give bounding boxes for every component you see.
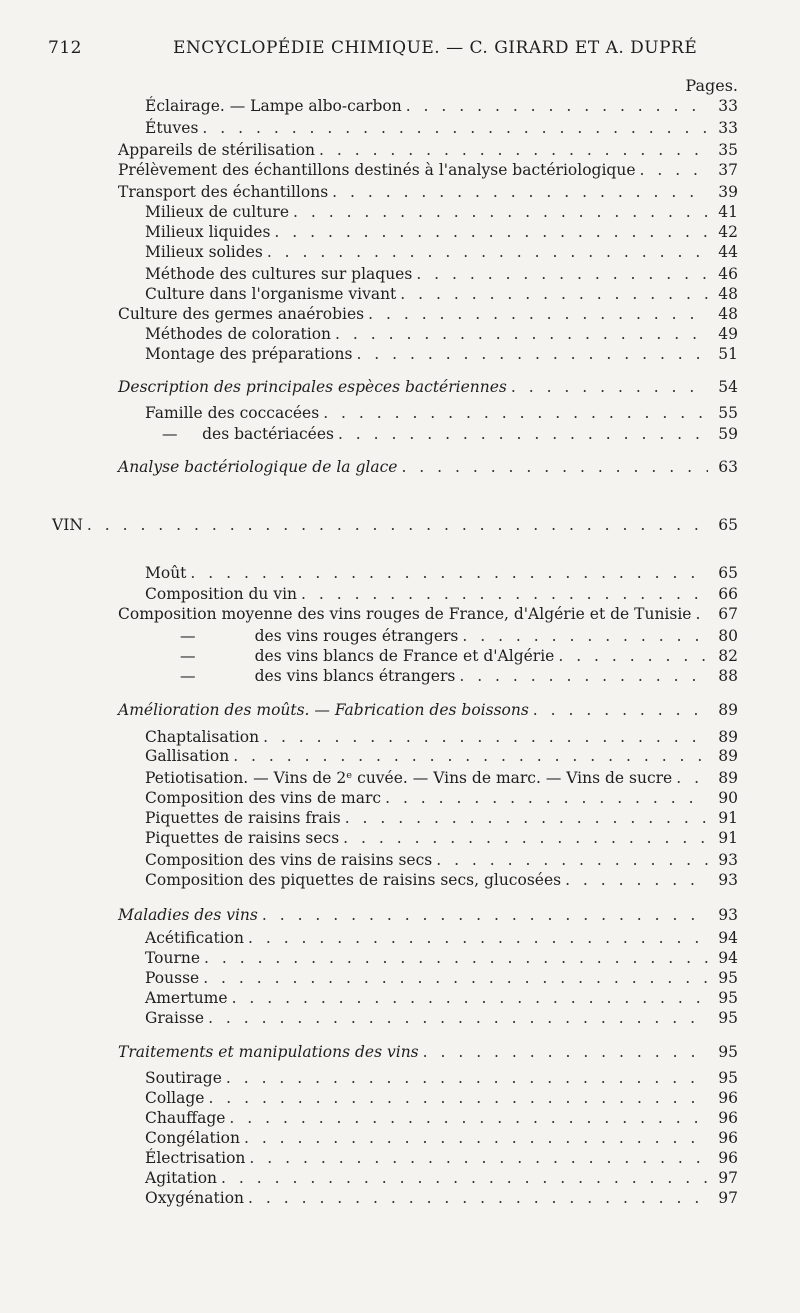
toc-entry-label: Composition moyenne des vins rouges de France, d'Algérie et de Tunisie [118, 605, 692, 623]
dot-leader [323, 403, 708, 423]
toc-entry-label: Composition des vins de raisins secs [145, 851, 433, 869]
toc-entry-label: Milieux liquides [145, 223, 271, 241]
toc-entry-label: Congélation [145, 1129, 240, 1147]
toc-entry [52, 515, 738, 535]
dot-leader [226, 1068, 708, 1088]
dot-leader [319, 140, 708, 160]
toc-entry [145, 344, 738, 364]
toc-entry-label: Étuves [145, 119, 199, 137]
toc-entry-page: 93 [718, 851, 738, 869]
toc-entry-label: Prélèvement des échantillons destinés à l'analyse bactériologique [118, 161, 636, 179]
toc-entry [180, 666, 738, 686]
toc-entry [118, 700, 738, 720]
toc-entry-page: 90 [718, 789, 738, 807]
toc-entry-page: 42 [718, 223, 738, 241]
dot-leader [416, 264, 708, 284]
toc-entry [118, 1042, 738, 1062]
toc-entry-page: 63 [718, 458, 738, 476]
toc-entry-label: Amertume [145, 989, 228, 1007]
toc-entry-page: 44 [718, 243, 738, 261]
dot-leader [338, 424, 708, 444]
toc-entry [145, 746, 738, 766]
dot-leader [640, 160, 709, 180]
dot-leader [274, 222, 708, 242]
toc-entry [118, 140, 738, 160]
dot-leader [229, 1108, 708, 1128]
dot-leader [293, 202, 708, 222]
toc-entry-page: 95 [718, 1009, 738, 1027]
dot-leader [208, 1008, 708, 1028]
toc-entry [145, 284, 738, 304]
toc-entry [118, 604, 738, 624]
toc-entry-page: 96 [718, 1149, 738, 1167]
dot-leader [511, 377, 708, 397]
toc-entry [145, 1008, 738, 1028]
dot-leader [345, 808, 708, 828]
toc-entry [145, 324, 738, 344]
dot-leader [459, 666, 708, 686]
toc-entry-label: — des vins rouges étrangers [180, 627, 459, 645]
dot-leader [335, 324, 708, 344]
toc-entry-label: Électrisation [145, 1149, 246, 1167]
toc-entry-page: 54 [718, 378, 738, 396]
dot-leader [400, 284, 708, 304]
toc-entry-page: 41 [718, 203, 738, 221]
toc-entry [145, 988, 738, 1008]
toc-entry-page: 67 [718, 605, 738, 623]
toc-entry-label: Collage [145, 1089, 205, 1107]
toc-entry-page: 88 [718, 667, 738, 685]
dot-leader [203, 968, 708, 988]
dot-leader [462, 626, 708, 646]
toc-entry-page: 97 [718, 1189, 738, 1207]
toc-entry [145, 202, 738, 222]
toc-entry-page: 65 [718, 516, 738, 534]
dot-leader [267, 242, 708, 262]
dot-leader [221, 1168, 708, 1188]
dot-leader [204, 948, 708, 968]
toc-entry [145, 96, 738, 116]
toc-entry [145, 264, 738, 284]
toc-entry-label: Composition des vins de marc [145, 789, 382, 807]
toc-entry-page: 39 [718, 183, 738, 201]
toc-entry-page: 97 [718, 1169, 738, 1187]
toc-entry-page: 48 [718, 305, 738, 323]
toc-entry-page: 93 [718, 906, 738, 924]
toc-entry-page: 59 [718, 425, 738, 443]
dot-leader [406, 96, 708, 116]
dot-leader [436, 850, 708, 870]
toc-entry-label: Éclairage. — Lampe albo-carbon [145, 97, 402, 115]
toc-entry-label: Pousse [145, 969, 200, 987]
dot-leader [565, 870, 708, 890]
toc-entry-label: Petiotisation. — Vins de 2ᵉ cuvée. — Vins de marc. — Vins de sucre [145, 769, 673, 787]
toc-entry [118, 304, 738, 324]
toc-entry-page: 95 [718, 1043, 738, 1061]
toc-entry-label: Chauffage [145, 1109, 226, 1127]
toc-entry [145, 768, 738, 788]
toc-entry [145, 242, 738, 262]
toc-entry [145, 1148, 738, 1168]
toc-entry-label: Analyse bactériologique de la glace [118, 458, 398, 476]
toc-entry-page: 49 [718, 325, 738, 343]
toc-entry-label: Méthodes de coloration [145, 325, 332, 343]
toc-entry-page: 80 [718, 627, 738, 645]
toc-entry-label: Culture dans l'organisme vivant [145, 285, 397, 303]
toc-entry-page: 89 [718, 728, 738, 746]
toc-entry [145, 1068, 738, 1088]
toc-entry-page: 33 [718, 119, 738, 137]
toc-entry-label: Composition du vin [145, 585, 298, 603]
toc-entry-label: Description des principales espèces bactériennes [118, 378, 507, 396]
dot-leader [676, 768, 708, 788]
toc-entry-label: Acétification [145, 929, 244, 947]
dot-leader [202, 118, 708, 138]
toc-entry-page: 66 [718, 585, 738, 603]
toc-entry-label: Tourne [145, 949, 201, 967]
dot-leader [356, 344, 708, 364]
toc-entry [145, 788, 738, 808]
toc-entry [145, 928, 738, 948]
dot-leader [248, 928, 708, 948]
toc-entry-page: 51 [718, 345, 738, 363]
toc-entry-page: 91 [718, 809, 738, 827]
toc-entry-page: 89 [718, 769, 738, 787]
toc-entry-label: Piquettes de raisins secs [145, 829, 340, 847]
toc-entry-page: 35 [718, 141, 738, 159]
dot-leader [233, 746, 708, 766]
toc-entry [145, 563, 738, 583]
toc-entry-label: Culture des germes anaérobies [118, 305, 365, 323]
toc-entry [145, 727, 738, 747]
toc-entry-label: Méthode des cultures sur plaques [145, 265, 413, 283]
dot-leader [533, 700, 708, 720]
toc-entry-label: Milieux solides [145, 243, 263, 261]
toc-entry [118, 160, 738, 180]
dot-leader [385, 788, 708, 808]
dot-leader [232, 988, 708, 1008]
running-title: ENCYCLOPÉDIE CHIMIQUE. — C. GIRARD ET A. DUPRÉ [173, 38, 698, 58]
toc-entry-label: Amélioration des moûts. — Fabrication des boissons [118, 701, 529, 719]
toc-entry-label: Maladies des vins [118, 906, 258, 924]
toc-entry [180, 626, 738, 646]
toc-entry-page: 65 [718, 564, 738, 582]
toc-entry-page: 96 [718, 1089, 738, 1107]
toc-entry-label: VIN [52, 516, 83, 534]
toc-entry [145, 1128, 738, 1148]
toc-entry [145, 1168, 738, 1188]
toc-entry-label: Agitation [145, 1169, 218, 1187]
dot-leader [248, 1188, 708, 1208]
page-number: 712 [48, 38, 82, 58]
toc-entry-page: 95 [718, 989, 738, 1007]
dot-leader [87, 515, 708, 535]
toc-entry-page: 95 [718, 1069, 738, 1087]
dot-leader [244, 1128, 708, 1148]
dot-leader [332, 182, 708, 202]
dot-leader [401, 457, 708, 477]
toc-entry-label: Chaptalisation [145, 728, 260, 746]
toc-entry-page: 55 [718, 404, 738, 422]
toc-entry [145, 828, 738, 848]
dot-leader [368, 304, 708, 324]
toc-entry [162, 424, 738, 444]
toc-entry [180, 646, 738, 666]
dot-leader [208, 1088, 708, 1108]
toc-entry-page: 48 [718, 285, 738, 303]
toc-entry [145, 222, 738, 242]
toc-entry-page: 96 [718, 1109, 738, 1127]
toc-entry [145, 1108, 738, 1128]
toc-entry-page: 33 [718, 97, 738, 115]
toc-entry-label: — des bactériacées [162, 425, 334, 443]
toc-entry-page: 93 [718, 871, 738, 889]
toc-entry-label: Composition des piquettes de raisins secs, glucosées [145, 871, 562, 889]
dot-leader [190, 563, 708, 583]
toc-entry [118, 457, 738, 477]
toc-entry [145, 948, 738, 968]
dot-leader [263, 727, 708, 747]
dot-leader [343, 828, 708, 848]
toc-entry [145, 870, 738, 890]
toc-entry-label: Transport des échantillons [118, 183, 329, 201]
toc-entry-page: 96 [718, 1129, 738, 1147]
toc-entry [145, 584, 738, 604]
toc-entry-page: 94 [718, 949, 738, 967]
toc-entry [145, 968, 738, 988]
dot-leader [262, 905, 708, 925]
toc-entry-page: 89 [718, 747, 738, 765]
toc-entry-label: Milieux de culture [145, 203, 290, 221]
toc-entry [145, 850, 738, 870]
toc-entry [145, 1188, 738, 1208]
dot-leader [423, 1042, 708, 1062]
toc-entry-label: Soutirage [145, 1069, 222, 1087]
toc-entry-label: Famille des coccacées [145, 404, 320, 422]
toc-entry [118, 905, 738, 925]
toc-entry-page: 95 [718, 969, 738, 987]
toc-entry-page: 82 [718, 647, 738, 665]
toc-entry-label: Graisse [145, 1009, 205, 1027]
toc-entry [145, 403, 738, 423]
toc-entry [118, 377, 738, 397]
toc-entry-label: Oxygénation [145, 1189, 245, 1207]
toc-entry-label: — des vins blancs étrangers [180, 667, 456, 685]
toc-entry [145, 1088, 738, 1108]
toc-entry-label: Montage des préparations [145, 345, 353, 363]
toc-entry-page: 37 [718, 161, 738, 179]
dot-leader [249, 1148, 708, 1168]
toc-entry [145, 118, 738, 138]
dot-leader [301, 584, 708, 604]
toc-entry [118, 182, 738, 202]
toc-entry-label: Appareils de stérilisation [118, 141, 316, 159]
toc-entry-page: 94 [718, 929, 738, 947]
toc-entry-label: Moût [145, 564, 187, 582]
toc-entry-label: Traitements et manipulations des vins [118, 1043, 419, 1061]
dot-leader [695, 604, 708, 624]
toc-entry-label: Gallisation [145, 747, 230, 765]
toc-entry-label: Piquettes de raisins frais [145, 809, 341, 827]
pages-column-label: Pages. [685, 76, 738, 95]
toc-entry-page: 46 [718, 265, 738, 283]
toc-entry-label: — des vins blancs de France et d'Algérie [180, 647, 555, 665]
dot-leader [558, 646, 708, 666]
toc-entry [145, 808, 738, 828]
toc-entry-page: 91 [718, 829, 738, 847]
toc-entry-page: 89 [718, 701, 738, 719]
